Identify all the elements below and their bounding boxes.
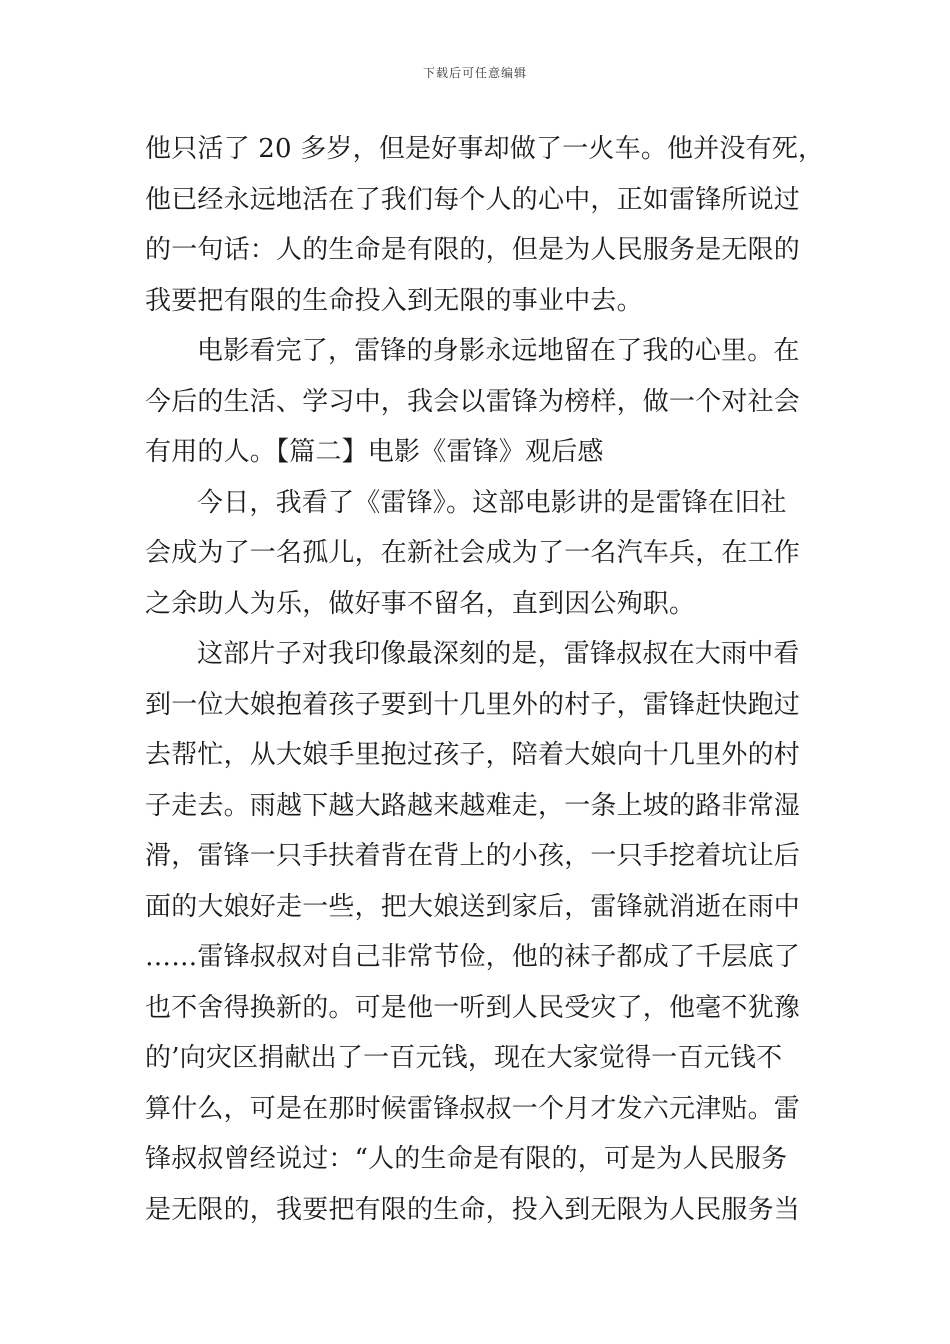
text-line: 今后的生活、学习中，我会以雷锋为榜样，做一个对社会 [145, 386, 801, 417]
paragraph-first-line: 这部片子对我印像最深刻的是，雷锋叔叔在大雨中看 [197, 639, 800, 669]
text-line: 他只活了 20 多岁，但是好事却做了一火车。他并没有死， [145, 134, 825, 164]
text-line: 我要把有限的生命投入到无限的事业中去。 [145, 285, 643, 316]
text-line: 会成为了一名孤儿，在新社会成为了一名汽车兵，在工作 [145, 538, 801, 568]
text-line: 到一位大娘抱着孩子要到十几里外的村子，雷锋赶快跑过 [145, 689, 801, 720]
text-line: 滑，雷锋一只手扶着背在背上的小孩，一只手挖着坑让后 [145, 841, 801, 871]
text-line: ……雷锋叔叔对自己非常节俭，他的袜子都成了千层底了 [145, 942, 801, 972]
text-line: 锋叔叔曾经说过：“人的生命是有限的，可是为人民服务 [145, 1144, 788, 1174]
text-line: 的’向灾区捐献出了一百元钱，现在大家觉得一百元钱不 [145, 1043, 783, 1073]
text-line: 子走去。雨越下越大路越来越难走，一条上坡的路非常湿 [145, 790, 801, 821]
text-line: 面的大娘好走一些，把大娘送到家后，雷锋就消逝在雨中 [145, 891, 801, 922]
text-line: 去帮忙，从大娘手里抱过孩子，陪着大娘向十几里外的村 [145, 740, 801, 770]
page-header: 下载后可任意编辑 [422, 66, 527, 80]
text-line: 有用的人。【篇二】电影《雷锋》观后感 [145, 437, 604, 467]
paragraph-first-line: 电影看完了，雷锋的身影永远地留在了我的心里。在 [197, 336, 800, 366]
document-body [145, 124, 825, 1235]
paragraph-first-line: 今日，我看了《雷锋》。这部电影讲的是雷锋在旧社 [197, 487, 787, 518]
text-line: 是无限的，我要把有限的生命，投入到无限为人民服务当 [145, 1194, 801, 1225]
text-line: 他已经永远地活在了我们每个人的心中，正如雷锋所说过 [145, 184, 801, 215]
text-line: 的一句话：人的生命是有限的，但是为人民服务是无限的 [145, 235, 801, 265]
text-line: 也不舍得换新的。可是他一听到人民受灾了，他毫不犹豫 [145, 992, 801, 1023]
text-line: 算什么，可是在那时候雷锋叔叔一个月才发六元津贴。雷 [145, 1093, 801, 1124]
text-line: 之余助人为乐，做好事不留名，直到因公殉职。 [145, 588, 696, 619]
